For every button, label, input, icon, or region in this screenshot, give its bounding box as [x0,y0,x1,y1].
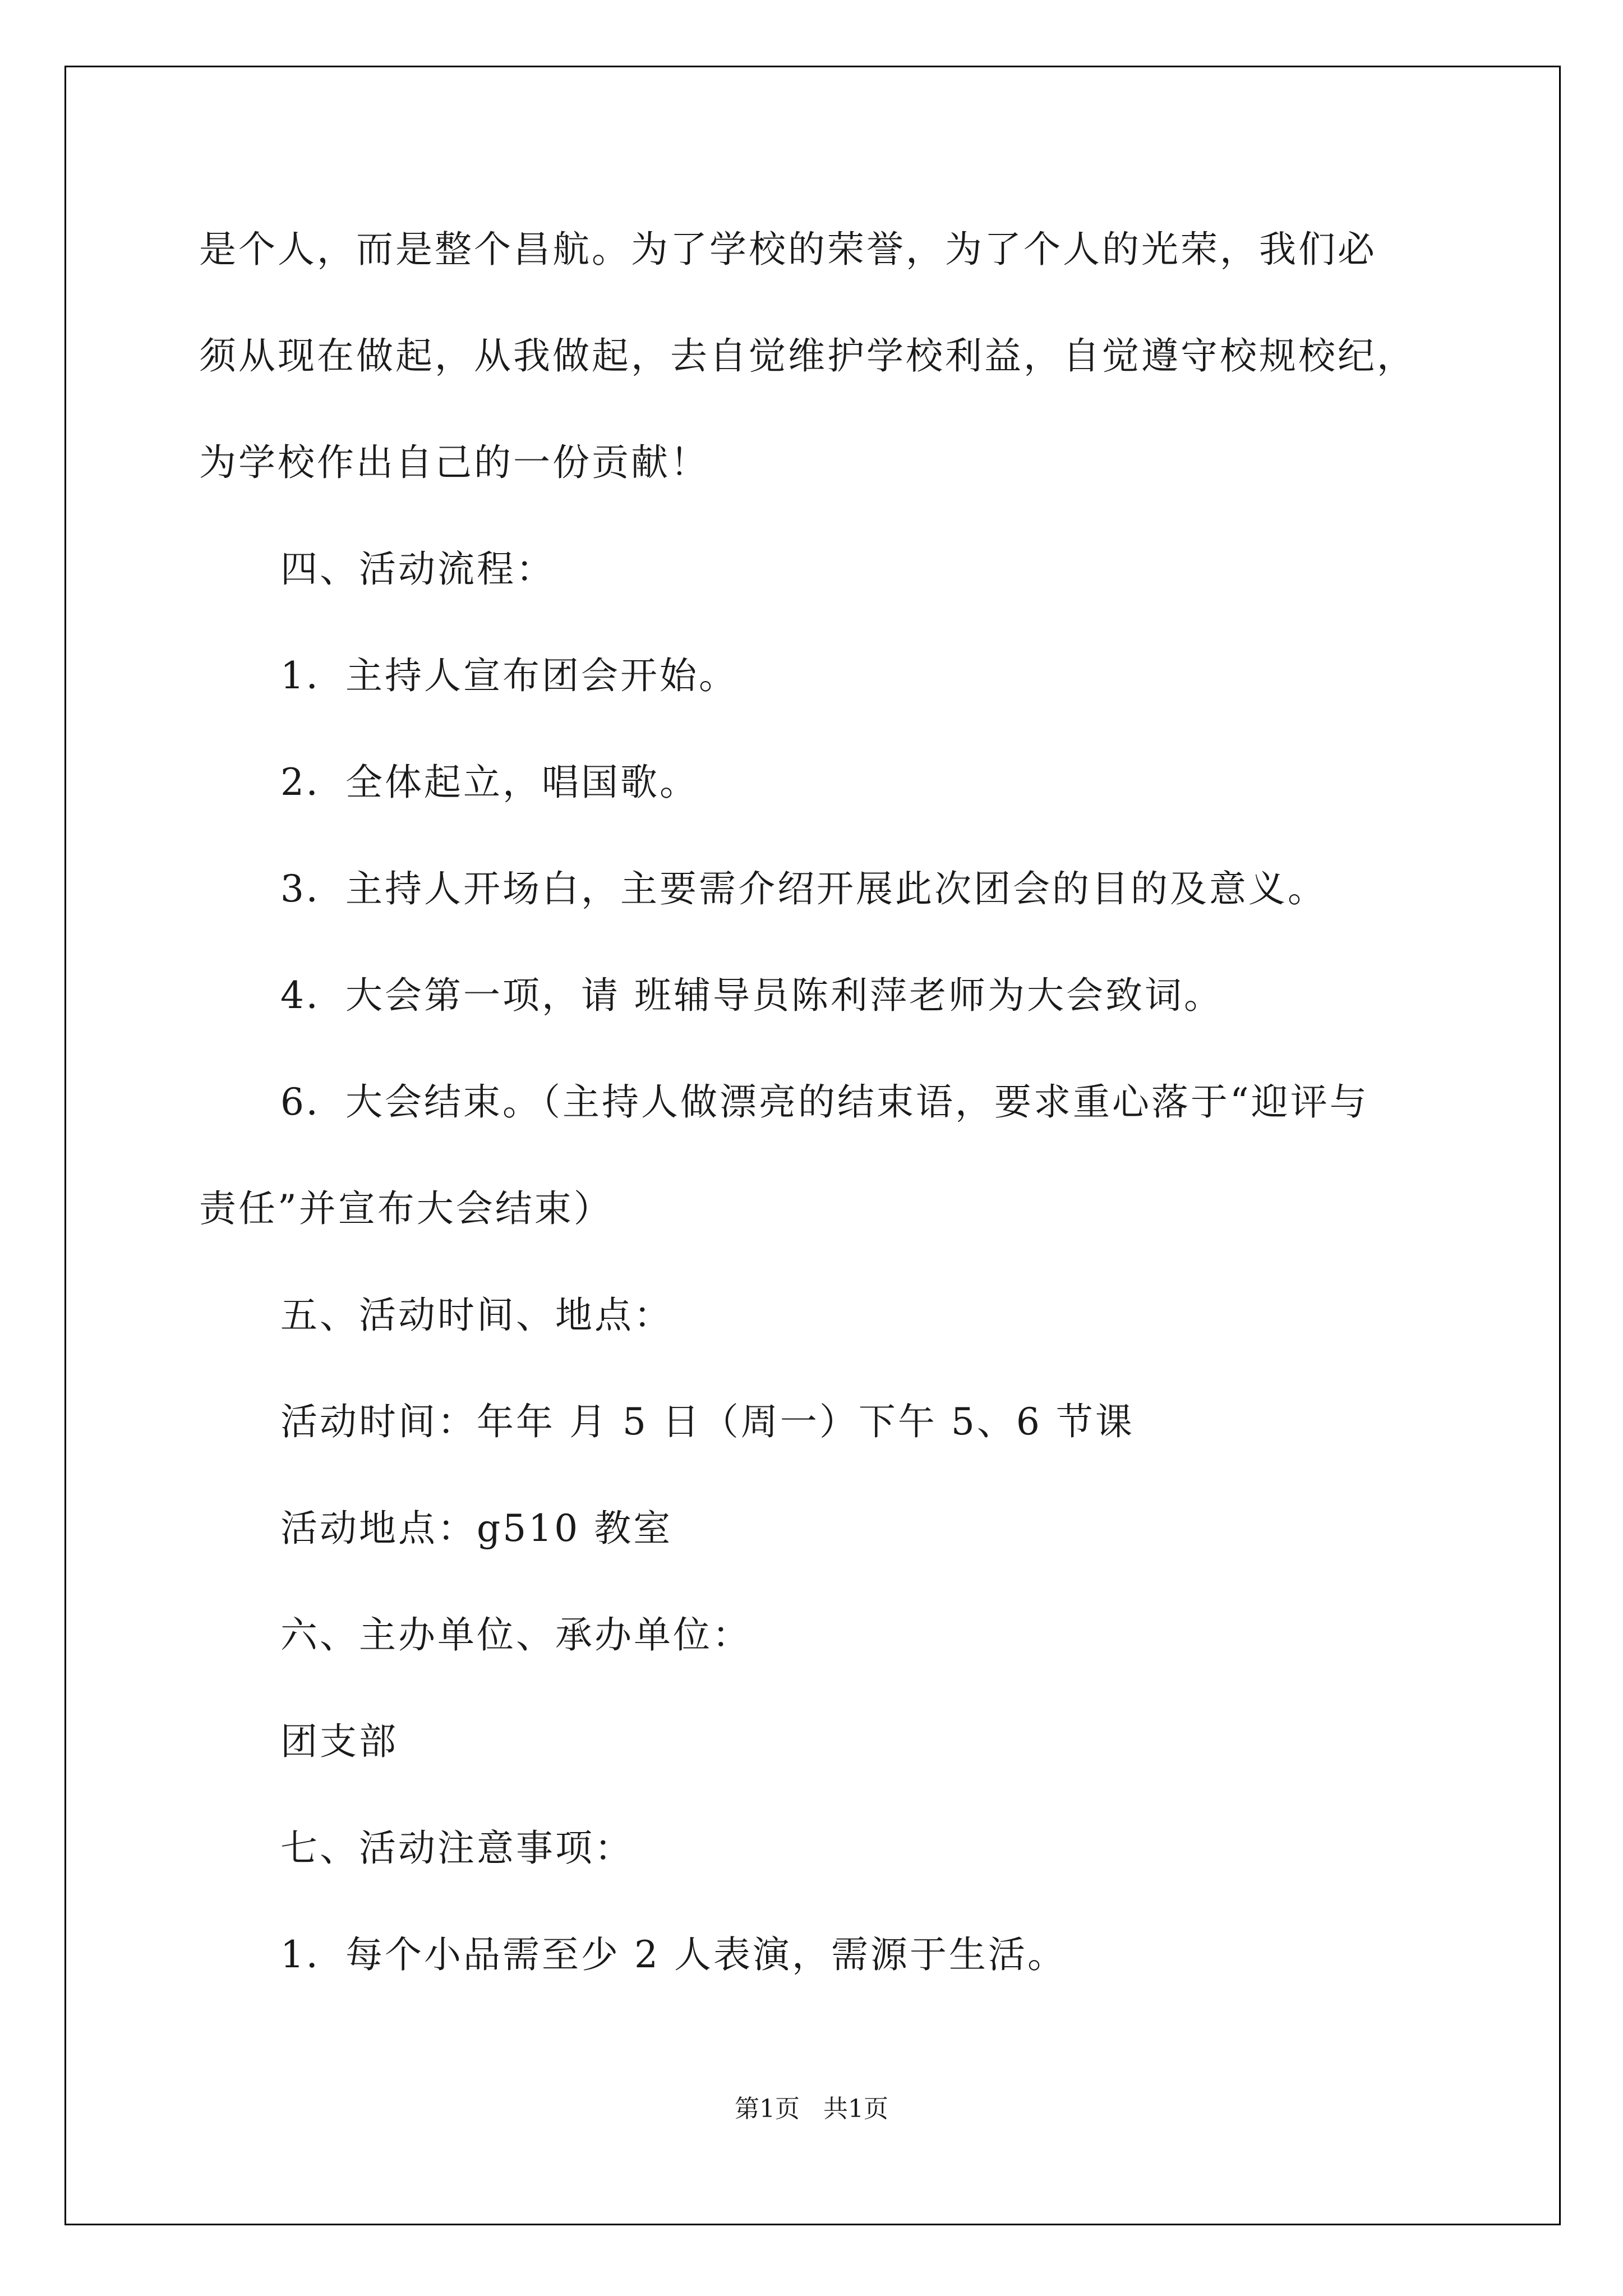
page-footer: 第1页 共1页 [735,2095,888,2123]
list-item: 4．大会第一项，请 班辅导员陈利萍老师为大会致词。 [280,974,1223,1017]
paragraph-line: 为学校作出自己的一份贡献！ [199,441,709,484]
section-heading: 四、活动流程： [280,547,555,591]
list-item: 2．全体起立，唱国歌。 [280,761,699,804]
paragraph-line: 须从现在做起，从我做起，去自觉维护学校利益，自觉遵守校规校纪， [199,334,1416,378]
paragraph-line: 责任”并宣布大会结束） [199,1187,613,1230]
list-item: 1．每个小品需至少 2 人表演，需源于生活。 [280,1933,1067,1976]
organizer: 团支部 [280,1720,398,1763]
activity-location: 活动地点：g510 教室 [280,1507,673,1550]
section-heading: 六、主办单位、承办单位： [280,1613,751,1657]
list-item: 6．大会结束。（主持人做漂亮的结束语，要求重心落于“迎评与 [280,1080,1369,1124]
section-heading: 五、活动时间、地点： [280,1294,673,1337]
section-heading: 七、活动注意事项： [280,1826,634,1870]
page-border [64,66,1561,2225]
list-item: 3．主持人开场白，主要需介绍开展此次团会的目的及意义。 [280,867,1327,910]
activity-time: 活动时间：年年 月 5 日（周一）下午 5、6 节课 [280,1400,1135,1443]
list-item: 1．主持人宣布团会开始。 [280,654,738,697]
paragraph-line: 是个人，而是整个昌航。为了学校的荣誉，为了个人的光荣，我们必 [199,228,1377,271]
